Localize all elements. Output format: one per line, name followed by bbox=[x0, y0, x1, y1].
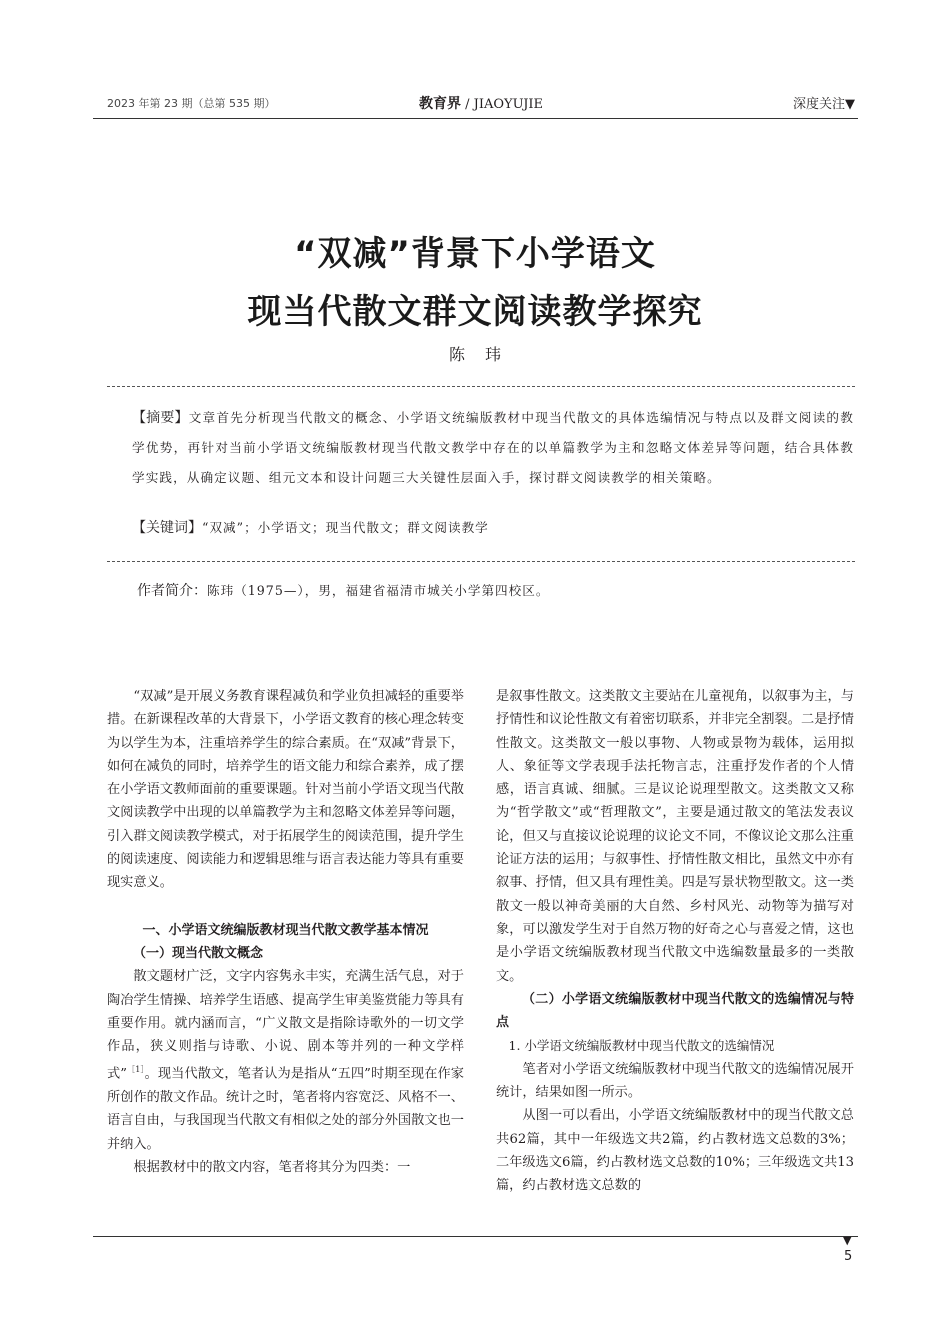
section-label: 深度关注▼ bbox=[793, 97, 855, 112]
article-title-line1: “双减”背景下小学语文 bbox=[294, 234, 656, 274]
article-author: 陈玮 bbox=[448, 345, 521, 364]
section-heading-1: 一、小学语文统编版教材现当代散文教学基本情况 bbox=[142, 922, 429, 938]
subsection-heading-1-1: （一）现当代散文概念 bbox=[133, 945, 264, 961]
paragraph-classification: 根据教材中的散文内容，笔者将其分为四类：一 bbox=[133, 1160, 411, 1176]
header-rule bbox=[93, 118, 858, 119]
issue-info: 2023 年第 23 期（总第 535 期） bbox=[107, 97, 276, 110]
keywords-label: 【关键词】 bbox=[132, 520, 202, 536]
article-title-line2: 现当代散文群文阅读教学探究 bbox=[247, 292, 703, 332]
bio-label: 作者简介： bbox=[137, 583, 207, 599]
page-number: 5 bbox=[844, 1249, 853, 1264]
subsection-heading-1-2: （二）小学语文统编版教材中现当代散文的选编情况与特点 bbox=[496, 991, 854, 1031]
sub-heading-1: 1. 小学语文统编版教材中现当代散文的选编情况 bbox=[508, 1038, 775, 1054]
journal-brand-cn: 教育界 bbox=[418, 96, 461, 112]
paragraph-concept bbox=[107, 965, 464, 1156]
paragraph-concept-a: 散文题材广泛，文字内容隽永丰实，充满生活气息，对于陶冶学生情操、培养学生语感、提高学生审美鉴赏能力等具有重要作用。就内涵而言，“广义散文是指除诗歌外的一切文学作品，狭义则指与诗歌、小说、剧本等并列的一种文学样式” bbox=[107, 969, 464, 1082]
intro-paragraph: “双减”是开展义务教育课程减负和学业负担减轻的重要举措。在新课程改革的大背景下，小学语文教育的核心理念转变为以学生为本，注重培养学生的综合素质。在“双减”背景下，如何在减负的同时，培养学生的语文能力和综合素养，成了摆在小学语文教师面前的重要课题。针对当前小学语文现当代散文阅读教学中出现的以单篇教学为主和忽略文体差异等问题，引入群文阅读教学模式，对于拓展学生的阅读范围，提升学生的阅读速度、阅读能力和逻辑思维与语言表达能力等具有重要现实意义。 bbox=[107, 689, 464, 891]
bio-text: 陈玮（1975—），男，福建省福清市城关小学第四校区。 bbox=[207, 583, 550, 598]
abstract-bottom-rule bbox=[107, 561, 855, 562]
paragraph-figure-one: 从图一可以看出，小学语文统编版教材中的现当代散文总共62篇，其中一年级选文共2篇，约占教材选文总数的3%；二年级选文6篇，约占教材选文总数的10%；三年级选文共13篇，约占教材选文总数的 bbox=[496, 1108, 854, 1194]
paragraph-concept-b: 。现当代散文，笔者认为是指从“五四”时期至现在作家所创作的散文作品。统计之时，笔者将内容宽泛、风格不一、语言自由，与我国现当代散文有相似之处的部分外国散文也一并纳入。 bbox=[107, 1066, 464, 1152]
abstract bbox=[132, 403, 854, 493]
author-bio bbox=[137, 578, 857, 604]
journal-brand bbox=[107, 93, 855, 113]
running-header bbox=[107, 93, 855, 113]
journal-brand-en: / JIAOYUJIE bbox=[460, 97, 544, 112]
footer-rule bbox=[93, 1236, 858, 1237]
footer-arrow-icon: ▼ bbox=[843, 1234, 852, 1247]
abstract-top-rule bbox=[107, 386, 855, 387]
keywords-text: “双减”；小学语文；现当代散文；群文阅读教学 bbox=[202, 520, 489, 535]
keywords bbox=[132, 513, 854, 543]
abstract-text: 文章首先分析现当代散文的概念、小学语文统编版教材中现当代散文的具体选编情况与特点以及群文阅读的教学优势，再针对当前小学语文统编版教材现当代散文教学中存在的以单篇教学为主和忽略文体差异等问题，结合具体教学实践，从确定议题、组元文本和设计问题三大关键性层面入手，探讨群文阅读教学的相关策略。 bbox=[132, 410, 854, 485]
citation-1: ［1］ bbox=[127, 1065, 145, 1075]
body-column-right bbox=[496, 685, 854, 1198]
body-column-left bbox=[107, 685, 464, 1179]
paragraph-types: 是叙事性散文。这类散文主要站在儿童视角，以叙事为主，与抒情性和议论性散文有着密切联系，并非完全割裂。二是抒情性散文。这类散文一般以事物、人物或景物为载体，运用拟人、象征等文学表现手法托物言志，注重抒发作者的个人情感，语言真诚、细腻。三是议论说理型散文。这类散文又称为“哲学散文”或“哲理散文”，主要是通过散文的笔法发表议论，但又与直接议论说理的议论文不同，不像议论文那么注重论证方法的运用；与叙事性、抒情性散文相比，虽然文中亦有叙事、抒情，但又具有理性美。四是写景状物型散文。这一类散文一般以神奇美丽的大自然、乡村风光、动物等为描写对象，可以激发学生对于自然万物的好奇之心与喜爱之情，这也是小学语文统编版教材现当代散文中选编数量最多的一类散文。 bbox=[496, 689, 854, 984]
abstract-label: 【摘要】 bbox=[132, 410, 189, 426]
paragraph-statistics: 笔者对小学语文统编版教材中现当代散文的选编情况展开统计，结果如图一所示。 bbox=[496, 1061, 854, 1101]
